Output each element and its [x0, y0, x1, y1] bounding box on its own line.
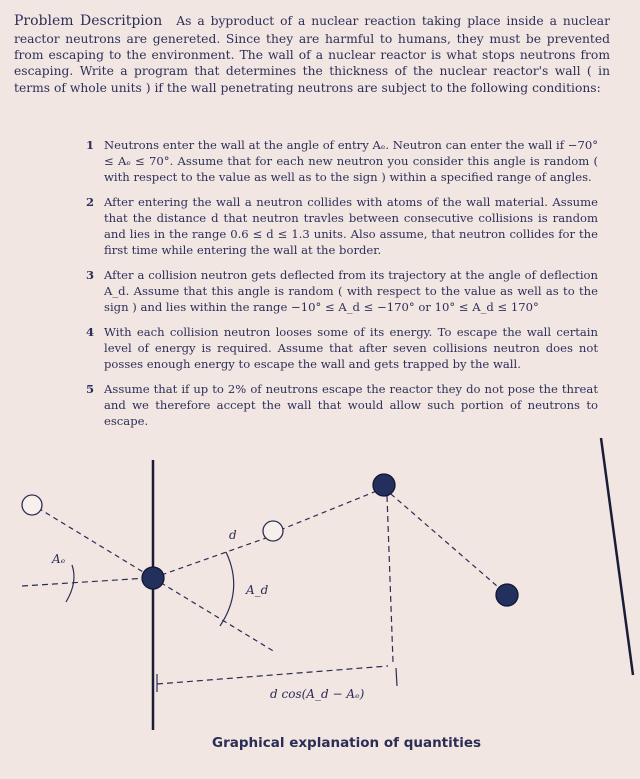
condition-number: 2: [86, 194, 95, 209]
problem-title: Problem Descritpion: [14, 13, 163, 29]
next-path-2: [384, 488, 505, 593]
wall-exit-border: [601, 438, 633, 675]
neutron-collision-upper: [373, 474, 395, 496]
condition-number: 1: [86, 138, 95, 152]
label-deflection-angle: A_d: [246, 583, 269, 597]
neutron-diagram: [0, 430, 640, 730]
condition-number: 5: [86, 381, 95, 396]
problem-description: [14, 12, 610, 96]
neutron-first-collision: [142, 567, 164, 589]
condition-item: [86, 195, 598, 259]
condition-item: [86, 138, 598, 186]
condition-text: With each collision neutron looses some of its energy. To escape the wall certain level of energy is required. Assume that after seven collisions neutron does not posses enough energy to escape the wall and gets trapped by the wall.: [104, 324, 598, 371]
problem-intro: As a byproduct of a nuclear reaction taking place inside a nuclear reactor neutrons are genereted. Since they are harmful to humans, they must be prevented from escaping to the environment. The wall of a nuclear reactor is what stops neutrons from escaping. Write a program that determines the thickness of the nuclear reactor's wall ( in terms of whole units ) if the wall penetrating neutrons are subject to the following conditions:: [14, 14, 610, 95]
label-entry-angle: Aₑ: [52, 552, 66, 566]
condition-number: 3: [86, 267, 95, 282]
condition-item: [86, 268, 598, 316]
label-projection: d cos(A_d − Aₑ): [270, 687, 365, 701]
segment-d: [153, 538, 266, 578]
deflection-angle-arc: [220, 552, 234, 626]
neutron-collision-right: [496, 584, 518, 606]
next-path: [280, 488, 384, 530]
label-d: d: [229, 528, 237, 542]
condition-text: Neutrons enter the wall at the angle of entry Aₑ. Neutron can enter the wall if −70° ≤ Aₑ ≤ 70°. Assume that for each new neutron you consider this angle is random ( with respect to the value as well as to the sign ) within a specified range of angles.: [104, 138, 598, 184]
diagram-caption: Graphical explanation of quantities: [212, 735, 482, 751]
condition-text: Assume that if up to 2% of neutrons escape the reactor they do not pose the threat and we therefore accept the wall that would allow such portion of neutrons to escape.: [104, 381, 598, 428]
neutron-incoming-hollow: [22, 495, 42, 515]
condition-number: 4: [86, 324, 95, 339]
neutron-hollow-next: [263, 521, 283, 541]
projection-drop-line: [387, 496, 393, 662]
condition-text: After entering the wall a neutron collides with atoms of the wall material. Assume that the distance d that neutron travles between consecutive collisions is random and lies in the range 0.6 ≤ d ≤ 1.3 units. Also assume, that neutron collides for the first time while entering the wall at the border.: [104, 194, 598, 257]
incoming-path: [38, 508, 153, 578]
projection-line: [157, 666, 388, 684]
conditions-list: [86, 138, 598, 439]
condition-item: [86, 325, 598, 373]
entry-reference-line: [22, 578, 148, 586]
condition-text: After a collision neutron gets deflected from its trajectory at the angle of deflection A_d. Assume that this angle is random ( with respect to the value as well as to the sign ) and lies within the range −10° ≤ A_d ≤ −170° or 10° ≤ A_d ≤ 170°: [104, 267, 598, 314]
condition-item: [86, 382, 598, 430]
projection-tick-right: [396, 668, 397, 686]
